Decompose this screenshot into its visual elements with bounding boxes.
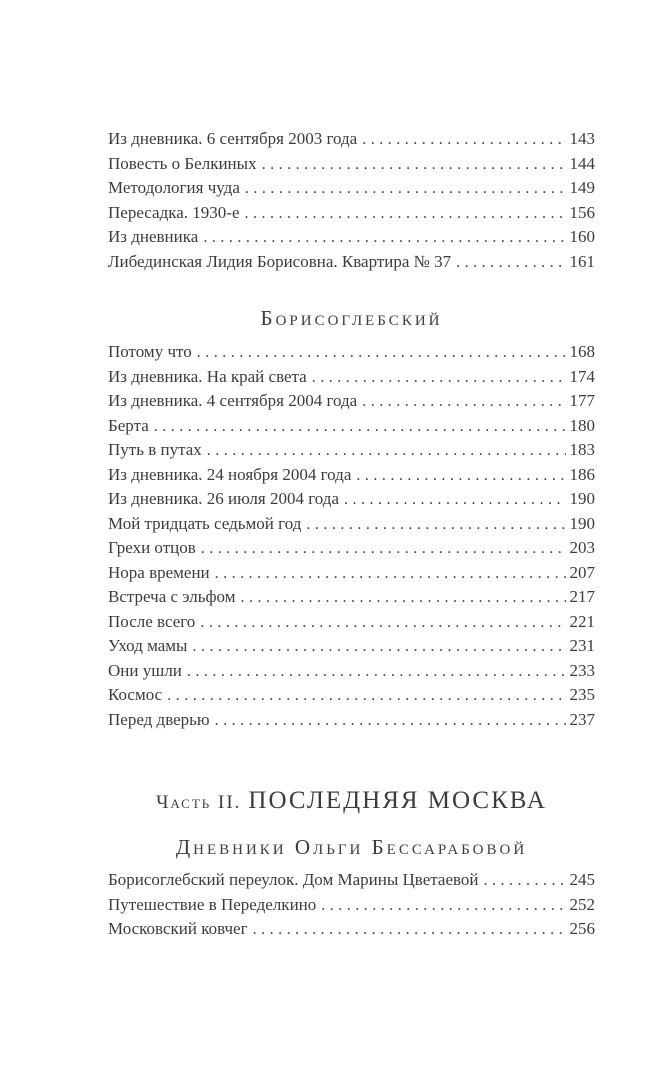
- toc-entry: [108, 438, 595, 463]
- toc-entry-title: Повесть о Белкиных: [108, 153, 257, 173]
- toc-entry: [108, 389, 595, 414]
- toc-entry: [108, 536, 595, 561]
- toc-entry-title: Мой тридцать седьмой год: [108, 513, 302, 533]
- dot-leader: [200, 610, 565, 635]
- toc-entry-title: Уход мамы: [108, 636, 188, 655]
- toc-entry: [108, 414, 595, 439]
- toc-entry-title: Пересадка. 1930-е: [108, 202, 240, 222]
- toc-entry: [108, 152, 595, 177]
- toc-entry: [108, 225, 595, 250]
- toc-entry-page: 233: [569, 660, 595, 680]
- toc-entry-page: 207: [569, 562, 595, 582]
- toc-entry: [108, 610, 595, 635]
- toc-entry: [108, 659, 595, 684]
- toc-entry: [108, 634, 595, 659]
- dot-leader: [154, 414, 566, 439]
- dot-leader: [262, 152, 566, 177]
- dot-leader: [187, 659, 566, 684]
- dot-leader: [245, 201, 566, 226]
- toc-entry-page: 186: [569, 464, 595, 484]
- dot-leader: [215, 708, 566, 733]
- toc-entry-title: После всего: [108, 611, 196, 631]
- part-heading: [108, 782, 595, 818]
- toc-entry-title: Путь в путах: [108, 440, 202, 459]
- part-title: ПОСЛЕДНЯЯ МОСКВА: [248, 787, 547, 814]
- toc-entry: [108, 893, 595, 918]
- toc-entry-title: Берта: [108, 415, 149, 435]
- toc-entry-page: 203: [569, 538, 595, 557]
- toc-entry-page: 156: [569, 202, 595, 222]
- toc-entry-page: 177: [569, 391, 595, 410]
- toc-section-3: [108, 868, 595, 942]
- toc-entry: [108, 463, 595, 488]
- dot-leader: [201, 536, 566, 561]
- toc-entry-page: 256: [569, 919, 595, 938]
- toc-entry: [108, 127, 595, 152]
- dot-leader: [167, 683, 565, 708]
- dot-leader: [321, 893, 565, 918]
- toc-entry: [108, 683, 595, 708]
- toc-entry-title: Потому что: [108, 342, 192, 361]
- toc-entry: [108, 365, 595, 390]
- toc-entry: [108, 250, 595, 275]
- toc-entry-page: 161: [569, 251, 595, 271]
- toc-section-2: [108, 340, 595, 732]
- toc-entry-page: 144: [569, 153, 595, 173]
- toc-entry-page: 235: [569, 685, 595, 704]
- toc-entry-page: 143: [569, 129, 595, 148]
- toc-entry: [108, 917, 595, 942]
- dot-leader: [456, 250, 565, 275]
- part-label: Часть II.: [156, 792, 242, 813]
- dot-leader: [306, 512, 565, 537]
- toc-section-1: [108, 127, 595, 274]
- dot-leader: [356, 463, 565, 488]
- toc-entry-title: Из дневника. На край света: [108, 366, 307, 386]
- toc-entry-page: 190: [569, 513, 595, 533]
- toc-entry: [108, 585, 595, 610]
- toc-entry-page: 217: [569, 587, 595, 606]
- section-heading-diaries: Дневники Ольги Бессарабовой: [175, 835, 528, 859]
- dot-leader: [312, 365, 566, 390]
- toc-entry: [108, 868, 595, 893]
- toc-entry-title: Либединская Лидия Борисовна. Квартира № 37: [108, 251, 452, 271]
- toc-entry-title: Московский ковчег: [108, 919, 248, 938]
- dot-leader: [362, 389, 565, 414]
- toc-entry-page: 174: [569, 366, 595, 386]
- dot-leader: [484, 868, 566, 893]
- toc-entry-page: 221: [569, 611, 595, 631]
- dot-leader: [197, 340, 566, 365]
- dot-leader: [203, 225, 565, 250]
- dot-leader: [215, 561, 566, 586]
- toc-entry-title: Борисоглебский переулок. Дом Марины Цветаевой: [108, 870, 479, 889]
- toc-entry-page: 180: [569, 415, 595, 435]
- toc-entry-title: Из дневника. 26 июля 2004 года: [108, 489, 339, 508]
- toc-entry-page: 149: [569, 178, 595, 197]
- dot-leader: [344, 487, 566, 512]
- toc-entry-title: Из дневника: [108, 227, 199, 246]
- toc-entry-page: 231: [569, 636, 595, 655]
- section-heading-borisoglebsky: Борисоглебский: [260, 306, 443, 330]
- dot-leader: [207, 438, 566, 463]
- toc-entry-title: Из дневника. 24 ноября 2004 года: [108, 464, 352, 484]
- toc-entry: [108, 340, 595, 365]
- toc-entry: [108, 201, 595, 226]
- dot-leader: [362, 127, 565, 152]
- toc-entry-title: Встреча с эльфом: [108, 587, 236, 606]
- toc-entry-page: 245: [569, 870, 595, 889]
- toc-entry: [108, 512, 595, 537]
- toc-entry-title: Из дневника. 4 сентября 2004 года: [108, 391, 358, 410]
- toc-entry-title: Они ушли: [108, 660, 182, 680]
- toc-entry: [108, 176, 595, 201]
- toc-entry-title: Перед дверью: [108, 709, 210, 729]
- toc-entry: [108, 561, 595, 586]
- dot-leader: [240, 585, 565, 610]
- toc-entry-page: 252: [569, 894, 595, 914]
- toc-entry-page: 160: [569, 227, 595, 246]
- toc-entry-title: Нора времени: [108, 562, 210, 582]
- toc-entry-page: 237: [569, 709, 595, 729]
- dot-leader: [245, 176, 566, 201]
- toc-entry: [108, 487, 595, 512]
- toc-entry-title: Методология чуда: [108, 178, 240, 197]
- toc-entry: [108, 708, 595, 733]
- dot-leader: [192, 634, 565, 659]
- toc-entry-title: Грехи отцов: [108, 538, 196, 557]
- toc-entry-page: 190: [569, 489, 595, 508]
- toc-entry-title: Путешествие в Переделкино: [108, 894, 317, 914]
- toc-entry-page: 183: [569, 440, 595, 459]
- toc-entry-title: Космос: [108, 685, 163, 704]
- toc-entry-page: 168: [569, 342, 595, 361]
- dot-leader: [253, 917, 566, 942]
- toc-entry-title: Из дневника. 6 сентября 2003 года: [108, 129, 358, 148]
